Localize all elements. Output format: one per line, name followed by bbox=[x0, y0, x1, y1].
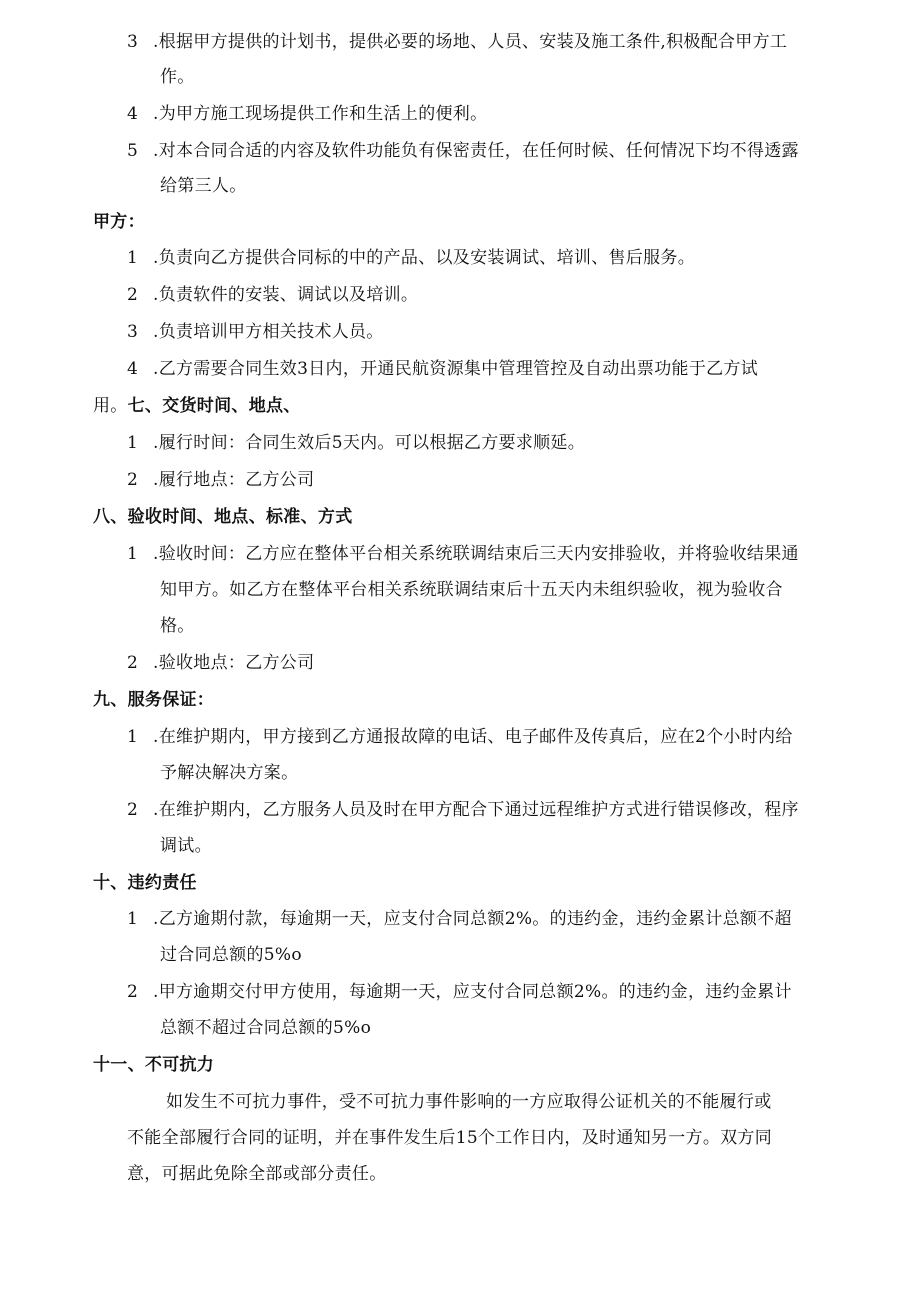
item-text: .验收地点：乙方公司 bbox=[153, 653, 315, 673]
list-item bbox=[127, 284, 418, 306]
list-item bbox=[127, 321, 384, 343]
continuation-text: 用。 bbox=[93, 396, 128, 416]
item-number: 4 bbox=[127, 104, 139, 124]
item-number: 2 bbox=[127, 653, 139, 673]
item-text: .在维护期内，甲方接到乙方通报故障的电话、电子邮件及传真后，应在2个小时内给 bbox=[153, 727, 793, 747]
item-continuation: 知甲方。如乙方在整体平台相关系统联调结束后十五天内未组织验收，视为验收合 bbox=[160, 580, 783, 600]
item-continuation: 予解决解决方案。 bbox=[160, 763, 299, 783]
section-heading: 十一、不可抗力 bbox=[93, 1055, 215, 1075]
item-text: .履行时间：合同生效后5天内。可以根据乙方要求顺延。 bbox=[153, 433, 586, 453]
item-text: .在维护期内，乙方服务人员及时在甲方配合下通过远程维护方式进行错误修改，程序 bbox=[153, 800, 799, 820]
list-item bbox=[127, 140, 799, 162]
item-continuation: 格。 bbox=[160, 616, 195, 636]
section-heading: 甲方： bbox=[93, 212, 145, 232]
section-heading: 十、违约责任 bbox=[93, 873, 197, 893]
item-continuation: 过合同总额的5%o bbox=[160, 945, 302, 965]
item-text: .对本合同合适的内容及软件功能负有保密责任，在任何时候、任何情况下均不得透露 bbox=[153, 141, 799, 161]
item-number: 2 bbox=[127, 285, 139, 305]
section-heading: 七、交货时间、地点、 bbox=[127, 396, 301, 416]
section-heading: 九、服务保证： bbox=[93, 690, 215, 710]
item-number: 1 bbox=[127, 909, 139, 929]
item-text: .验收时间：乙方应在整体平台相关系统联调结束后三天内安排验收，并将验收结果通 bbox=[153, 544, 799, 564]
item-text: .负责向乙方提供合同标的中的产品、以及安装调试、培训、售后服务。 bbox=[153, 248, 696, 268]
item-number: 1 bbox=[127, 727, 139, 747]
list-item bbox=[127, 799, 799, 821]
list-item bbox=[127, 981, 792, 1003]
item-number: 1 bbox=[127, 248, 139, 268]
item-text: .根据甲方提供的计划书，提供必要的场地、人员、安装及施工条件,积极配合甲方工 bbox=[153, 32, 788, 52]
item-number: 3 bbox=[127, 322, 139, 342]
list-item bbox=[127, 726, 793, 748]
item-text: .履行地点：乙方公司 bbox=[153, 470, 315, 490]
item-number: 2 bbox=[127, 470, 139, 490]
paragraph-line: 不能全部履行合同的证明，并在事件发生后15个工作日内，及时通知另一方。双方同 bbox=[127, 1128, 773, 1148]
item-number: 2 bbox=[127, 982, 139, 1002]
item-number: 3 bbox=[127, 32, 139, 52]
list-item bbox=[127, 358, 758, 380]
list-item bbox=[127, 469, 314, 491]
item-number: 1 bbox=[127, 433, 139, 453]
item-text: .负责软件的安装、调试以及培训。 bbox=[153, 285, 419, 305]
paragraph-line: 如发生不可抗力事件，受不可抗力事件影响的一方应取得公证机关的不能履行或 bbox=[166, 1092, 772, 1112]
paragraph-line: 意，可据此免除全部或部分责任。 bbox=[127, 1164, 387, 1184]
item-text: .为甲方施工现场提供工作和生活上的便利。 bbox=[153, 104, 488, 124]
item-number: 5 bbox=[127, 141, 139, 161]
list-item bbox=[127, 652, 314, 674]
item-continuation: 给第三人。 bbox=[160, 176, 247, 196]
list-item bbox=[127, 103, 487, 125]
list-item bbox=[127, 31, 787, 53]
item-number: 2 bbox=[127, 800, 139, 820]
list-item bbox=[127, 432, 585, 454]
item-continuation bbox=[93, 395, 301, 417]
list-item bbox=[127, 543, 799, 565]
item-text: .甲方逾期交付甲方使用，每逾期一天，应支付合同总额2%。的违约金，违约金累计 bbox=[153, 982, 792, 1002]
item-continuation: 作。 bbox=[160, 67, 195, 87]
list-item bbox=[127, 908, 792, 930]
item-number: 1 bbox=[127, 544, 139, 564]
item-text: .负责培训甲方相关技术人员。 bbox=[153, 322, 384, 342]
list-item bbox=[127, 247, 695, 269]
item-continuation: 总额不超过合同总额的5%o bbox=[160, 1018, 372, 1038]
section-heading: 八、验收时间、地点、标准、方式 bbox=[93, 507, 353, 527]
item-text: .乙方逾期付款，每逾期一天，应支付合同总额2%。的违约金，违约金累计总额不超 bbox=[153, 909, 792, 929]
item-number: 4 bbox=[127, 359, 139, 379]
item-text: .乙方需要合同生效3日内，开通民航资源集中管理管控及自动出票功能于乙方试 bbox=[153, 359, 759, 379]
item-continuation: 调试。 bbox=[160, 836, 212, 856]
